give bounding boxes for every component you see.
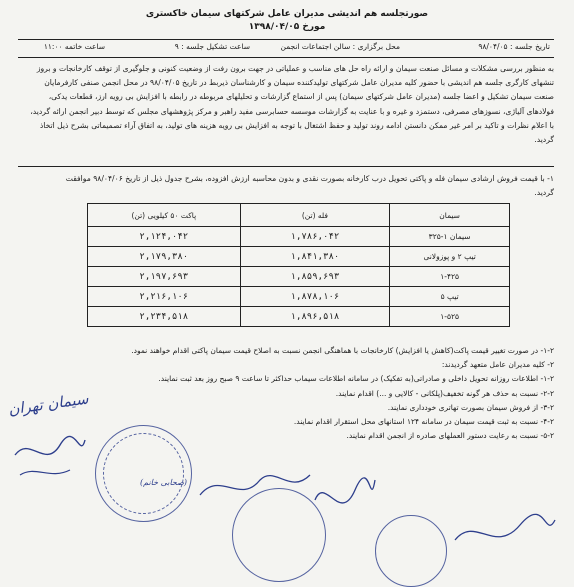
note-item: ۵-۲- نسبت به رعایت دستور العملهای صادره از انجمن اقدام نمایند. [346,431,554,441]
cell-packed: ۲,۱۷۹,۳۸۰ [88,247,241,267]
company-stamp-1-inner [103,433,184,514]
intro-line: با اعلام نظرات و تاکید بر امر غیر ممکن دانستن ادامه روند تولید و حفظ اشتغال با توجه به افزایش بی رویه هزینه های تولید، به اتفاق آراء تصمیماتی بشرح ذیل اتخاذ [39,120,554,130]
meta-row [20,40,550,56]
intro-line: صنعت سیمان تشکیل و اعضا جلسه (مدیران عامل شرکتهای سیمان) پس از استماع گزارشات و تحلیلهای مربوطه در رابطه با افزایش بی رویه ارز، قطعات یدکی، [48,92,554,102]
cell-packed: ۲,۲۱۶,۱۰۶ [88,287,241,307]
meta-session-date: تاریخ جلسه : ۹۸/۰۴/۰۵ [478,42,550,51]
intro-line: فولادهای آلیاژی، نسوزهای مصرفی، دستمزد و غیره و با عنایت به گزارشات موسسه حسابرسی مفید راهبر و مرکز پژوهشهای مجلس که توسط دبیر انجمن ارائه گردید، [30,106,554,116]
cell-packed: ۲,۱۲۴,۰۴۲ [88,227,241,247]
item-1 [20,172,554,200]
cell-cement: ۱-۵۲۵ [390,307,510,327]
item-1-line: گردید. [534,188,554,197]
cell-packed: ۲,۱۹۷,۶۹۳ [88,267,241,287]
note-item: ۳-۲- از فروش سیمان بصورت تهاتری خودداری نمایند. [387,402,554,412]
divider-body [18,166,554,167]
cell-bulk: ۱,۸۴۱,۳۸۰ [240,247,390,267]
table-row [88,307,510,327]
item-1-line: ۱- با قیمت فروش ارشادی سیمان فله و پاکتی تحویل درب کارخانه بصورت نقدی و بدون محاسبه ارزش افزوده، بشرح جدول ذیل از تاریخ ۹۸/۰۴/۰۶ موافقت [65,174,554,183]
note-item: ۱-۲- اطلاعات روزانه تحویل داخلی و صادراتی(به تفکیک) در سامانه اطلاعات سیماب حداکثر تا ساعت ۹ صبح روز بعد ثبت نمایند. [158,374,554,384]
price-table [87,203,510,327]
company-stamp-3 [375,515,447,587]
cell-cement: ۱-۴۲۵ [390,267,510,287]
cell-cement: تیپ ۲ و پوزولانی [390,247,510,267]
signature-sahabi: (صحابی خانم) [140,478,188,487]
table-row [88,247,510,267]
header-packed: پاکت ۵۰ کیلویی (تن) [88,204,241,227]
handwritten-signature-1 [10,425,90,485]
meta-start-time: ساعت تشکیل جلسه : ۹ [174,42,250,51]
meta-end-time: ساعت خاتمه ۱۱:۰۰ [43,42,105,51]
cell-cement: سیمان ۱-۳۲۵ [390,227,510,247]
table-header-row [88,204,510,227]
cell-bulk: ۱,۷۸۶,۰۴۲ [240,227,390,247]
meta-venue: محل برگزاری : سالن اجتماعات انجمن [280,42,400,51]
cell-bulk: ۱,۸۷۸,۱۰۶ [240,287,390,307]
cell-cement: تیپ ۵ [390,287,510,307]
cell-packed: ۲,۲۳۴,۵۱۸ [88,307,241,327]
note-item: ۱-۲- در صورت تغییر قیمت پاکت(کاهش یا افزایش) کارخانجات با هماهنگی انجمن نسبت به اصلاح قیمت سیمان پاکتی اقدام خواهند نمود. [131,346,554,355]
table-row [88,227,510,247]
table-row [88,287,510,307]
note-item: ۴-۲- نسبت به ثبت قیمت سیمان در سامانه ۱۲۴ استانهای محل استقرار اقدام نمایند. [293,416,554,426]
cell-bulk: ۱,۸۵۹,۶۹۳ [240,267,390,287]
header-cement: سیمان [390,204,510,227]
handwritten-signature-4 [450,505,560,560]
divider-meta [18,57,554,58]
handwritten-signature-3 [310,470,380,530]
cell-bulk: ۱,۸۹۶,۵۱۸ [240,307,390,327]
table-row [88,267,510,287]
note-item: ۲- کلیه مدیران عامل متعهد گردیدند: [441,360,554,370]
intro-paragraph [20,62,554,147]
intro-line: گردید. [534,135,554,145]
document-title: صورتجلسه هم اندیشی مدیران عامل شرکتهای سیمان خاکستری [145,9,429,19]
intro-line: به منظور بررسی مشکلات و مسائل صنعت سیمان و ارائه راه حل های مناسب و عملیاتی در جهت برون رفت از وضعیت کنونی و جلوگیری از توقف کارخانجات و بروز [36,64,554,73]
intro-line: تنشهای کارگری جلسه هم اندیشی با حضور کلیه مدیران عامل شرکتهای تولیدکننده سیمان و کارشناسان ذیربط در تاریخ ۹۸/۰۴/۰۵ در محل انجمن صنفی کارفرمایان [44,78,554,88]
header-bulk: فله (تن) [240,204,390,227]
document-date: مورخ ۱۳۹۸/۰۴/۰۵ [248,22,326,32]
note-item: ۲-۲- نسبت به حذف هر گونه تخفیف(پلکانی - کالایی و ...) اقدام نمایند. [335,388,554,398]
signature-tehran-cement: سیمان تهران [7,389,90,419]
notes-list [20,344,554,443]
